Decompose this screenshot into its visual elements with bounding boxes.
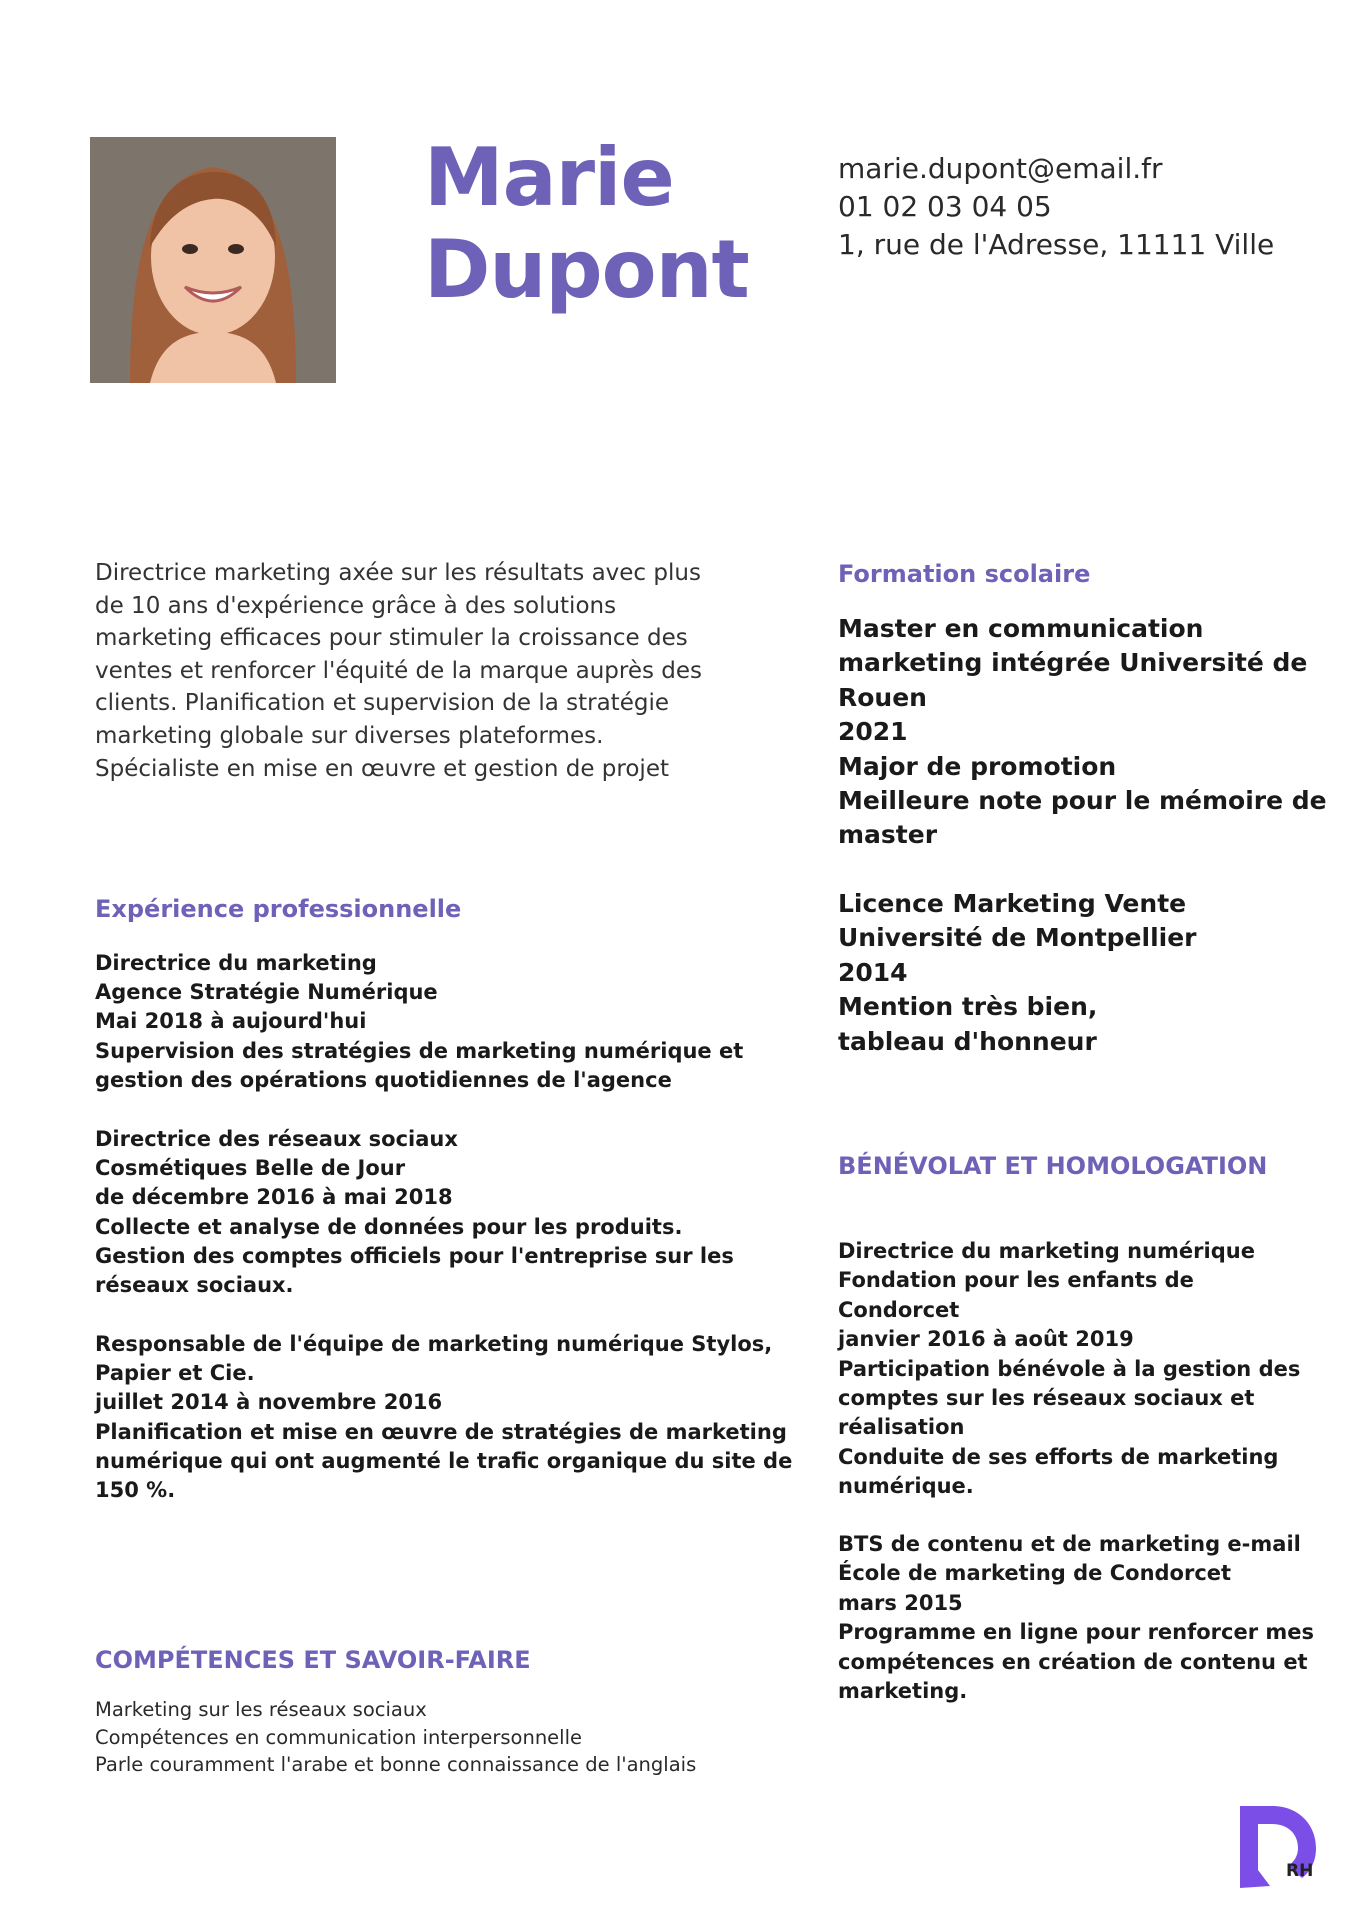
- entry-line: réseaux sociaux.: [95, 1273, 294, 1298]
- entry-line: numérique qui ont augmenté le trafic organique du site de: [95, 1448, 793, 1473]
- entry-line: BTS de contenu et de marketing e-mail: [838, 1532, 1301, 1556]
- entry-line: réalisation: [838, 1415, 965, 1440]
- experience-entry: [95, 1330, 792, 1505]
- entry-line: Collecte et analyse de données pour les produits.: [95, 1214, 683, 1239]
- first-name: Marie: [424, 131, 674, 224]
- experience-entry: [95, 1125, 734, 1300]
- entry-line: Programme en ligne pour renforcer mes: [838, 1620, 1315, 1645]
- skill-item: Compétences en communication interpersonnelle: [95, 1725, 583, 1749]
- portrait-icon: [90, 137, 336, 383]
- address: 1, rue de l'Adresse, 11111 Ville: [838, 228, 1275, 261]
- candidate-name: [424, 132, 749, 316]
- entry-line: Directrice des réseaux sociaux: [95, 1127, 458, 1151]
- entry-line: Supervision des stratégies de marketing numérique et: [95, 1038, 744, 1063]
- entry-line: Directrice du marketing numérique: [838, 1239, 1255, 1263]
- education-entry: [838, 887, 1197, 1059]
- entry-line: de décembre 2016 à mai 2018: [95, 1185, 453, 1210]
- entry-line: juillet 2014 à novembre 2016: [95, 1390, 443, 1415]
- entry-line: Meilleure note pour le mémoire de: [838, 786, 1327, 816]
- last-name: Dupont: [424, 223, 749, 316]
- logo-text: RH: [1286, 1861, 1314, 1881]
- summary-line: marketing globale sur diverses plateformes.: [95, 722, 604, 749]
- entry-line: Master en communication: [838, 614, 1204, 643]
- profile-summary: [95, 557, 715, 785]
- volunteer-entry: [838, 1237, 1300, 1502]
- profile-photo: [90, 137, 336, 383]
- entry-line: Rouen: [838, 682, 927, 712]
- entry-line: Agence Stratégie Numérique: [95, 980, 438, 1005]
- volunteer-entry: [838, 1530, 1314, 1706]
- entry-line: Licence Marketing Vente: [838, 889, 1187, 918]
- entry-line: numérique.: [838, 1474, 974, 1499]
- entry-line: École de marketing de Condorcet: [838, 1561, 1232, 1586]
- entry-line: Conduite de ses efforts de marketing: [838, 1444, 1279, 1469]
- skills-title: COMPÉTENCES ET SAVOIR-FAIRE: [95, 1646, 531, 1674]
- entry-line: Participation bénévole à la gestion des: [838, 1356, 1301, 1381]
- entry-line: Université de Montpellier: [838, 923, 1197, 953]
- summary-line: Directrice marketing axée sur les résultats avec plus: [95, 560, 701, 586]
- entry-line: gestion des opérations quotidiennes de l'agence: [95, 1067, 672, 1092]
- experience-title: Expérience professionnelle: [95, 895, 462, 923]
- entry-line: marketing intégrée Université de: [838, 648, 1308, 678]
- phone: 01 02 03 04 05: [838, 190, 1052, 223]
- entry-line: Fondation pour les enfants de: [838, 1268, 1194, 1293]
- education-entry: [838, 612, 1327, 853]
- summary-line: clients. Planification et supervision de la stratégie: [95, 690, 669, 717]
- entry-line: janvier 2016 à août 2019: [838, 1327, 1134, 1352]
- entry-line: compétences en création de contenu et: [838, 1649, 1308, 1674]
- entry-line: 2014: [838, 957, 908, 987]
- entry-line: 150 %.: [95, 1478, 176, 1503]
- entry-line: Gestion des comptes officiels pour l'entreprise sur les: [95, 1243, 734, 1268]
- entry-line: Major de promotion: [838, 751, 1117, 781]
- skill-item: Parle couramment l'arabe et bonne connaissance de l'anglais: [95, 1753, 697, 1777]
- entry-line: mars 2015: [838, 1590, 963, 1615]
- entry-line: Cosmétiques Belle de Jour: [95, 1156, 406, 1181]
- volunteer-title: BÉNÉVOLAT ET HOMOLOGATION: [838, 1152, 1268, 1180]
- summary-line: de 10 ans d'expérience grâce à des solutions: [95, 592, 617, 619]
- entry-line: Condorcet: [838, 1297, 960, 1322]
- entry-line: 2021: [838, 717, 908, 747]
- entry-line: tableau d'honneur: [838, 1026, 1097, 1056]
- entry-line: marketing.: [838, 1679, 968, 1704]
- entry-line: Responsable de l'équipe de marketing numérique Stylos,: [95, 1332, 773, 1356]
- contact-info: [838, 150, 1274, 264]
- summary-line: ventes et renforcer l'équité de la marque auprès des: [95, 657, 702, 684]
- entry-line: Planification et mise en œuvre de stratégies de marketing: [95, 1419, 787, 1444]
- experience-entry: [95, 949, 743, 1095]
- entry-line: comptes sur les réseaux sociaux et: [838, 1386, 1255, 1411]
- email: marie.dupont@email.fr: [838, 152, 1163, 185]
- entry-line: Mention très bien,: [838, 992, 1098, 1022]
- entry-line: master: [838, 820, 938, 850]
- skills-list: [95, 1696, 696, 1779]
- entry-line: Papier et Cie.: [95, 1361, 255, 1386]
- summary-line: Spécialiste en mise en œuvre et gestion de projet: [95, 755, 669, 782]
- skill-item: Marketing sur les réseaux sociaux: [95, 1698, 427, 1721]
- summary-line: marketing efficaces pour stimuler la croissance des: [95, 625, 688, 652]
- entry-line: Directrice du marketing: [95, 951, 377, 975]
- education-title: Formation scolaire: [838, 560, 1091, 588]
- entry-line: Mai 2018 à aujourd'hui: [95, 1009, 367, 1034]
